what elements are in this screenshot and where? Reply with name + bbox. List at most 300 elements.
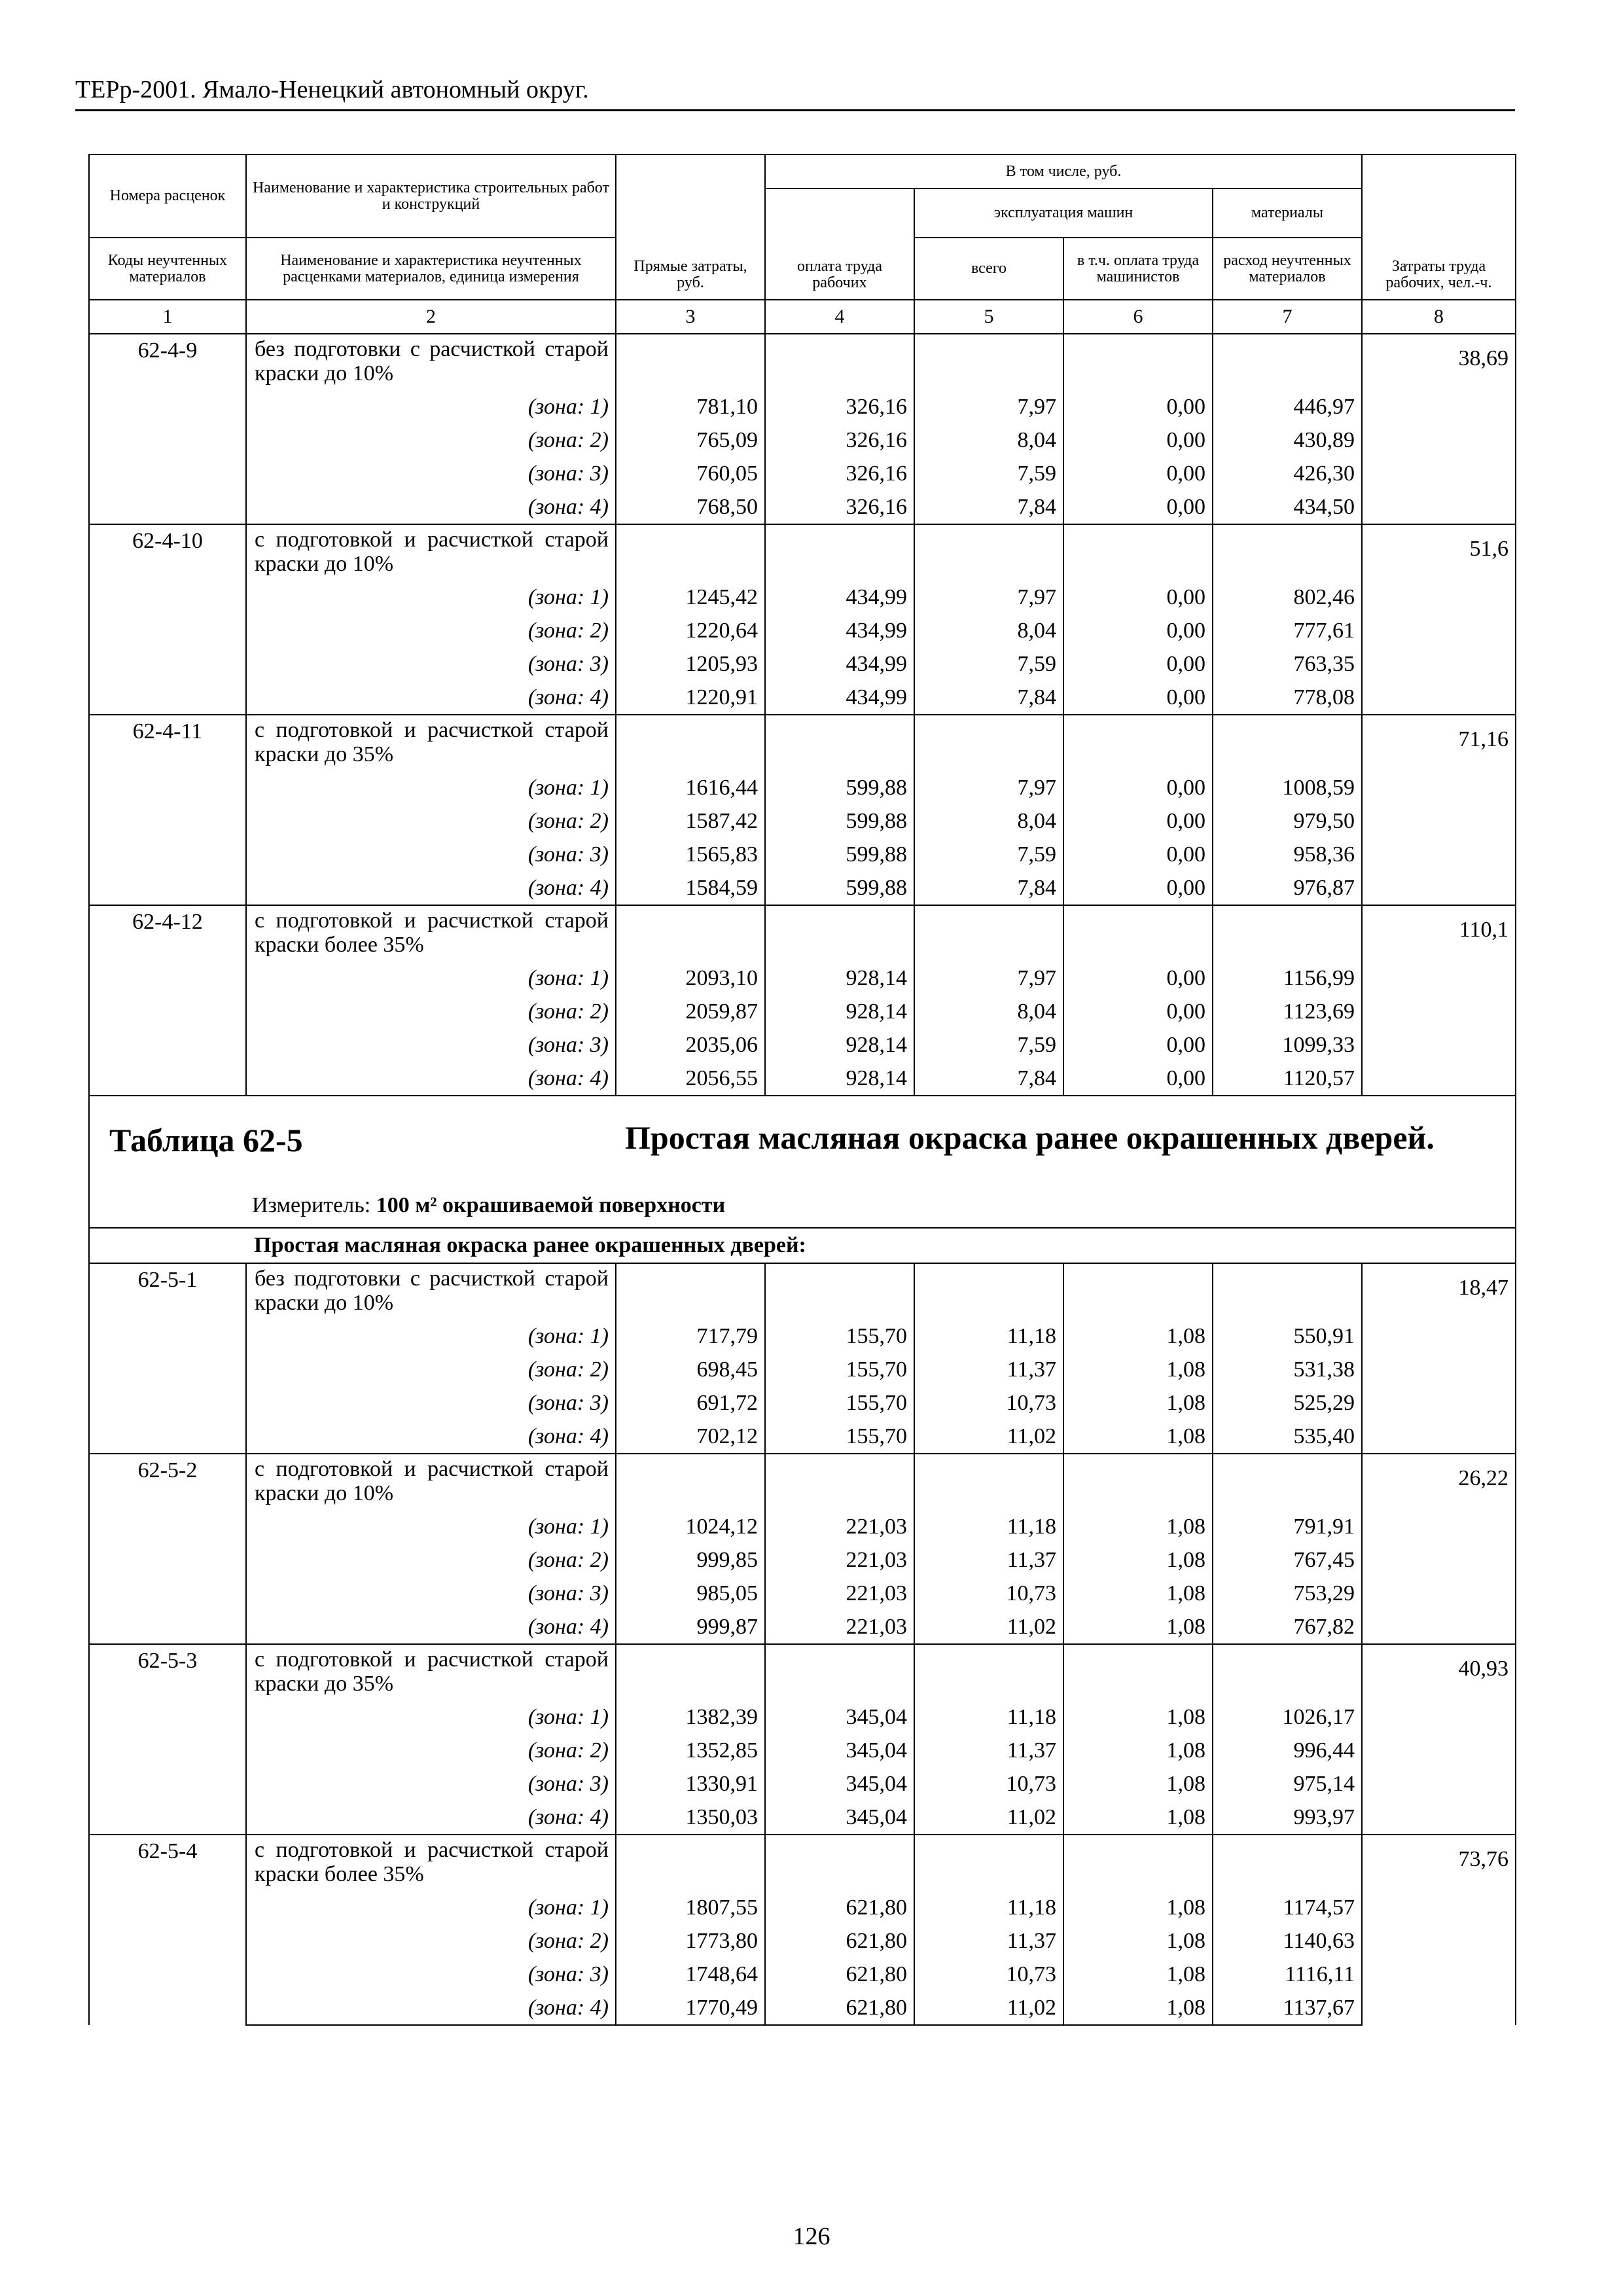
direct-cost: 1587,42: [616, 804, 765, 838]
zone-label: (зона: 4): [246, 1610, 616, 1644]
zone-row: [89, 771, 1516, 804]
col-name-top: Наименование и характеристика строительных работ и конструкций: [246, 154, 616, 238]
direct-cost: 1748,64: [616, 1958, 765, 1991]
machines-total: 10,73: [914, 1386, 1063, 1420]
column-number: 6: [1063, 300, 1213, 334]
materials-cost: 1099,33: [1213, 1028, 1362, 1062]
rate-row: [89, 334, 1516, 390]
zone-label: (зона: 4): [246, 1420, 616, 1454]
machinist-wages: 1,08: [1063, 1958, 1213, 1991]
machinist-wages: 1,08: [1063, 1386, 1213, 1420]
machines-total: 7,84: [914, 871, 1063, 905]
zone-label: (зона: 2): [246, 614, 616, 647]
rate-row: [89, 905, 1516, 961]
table-62-5-rows: [89, 1263, 1516, 2025]
zone-row: [89, 1991, 1516, 2025]
rates-table: [88, 154, 1516, 2026]
col-codes-top: Номера расценок: [89, 154, 246, 238]
empty-cell: [616, 715, 765, 771]
machinist-wages: 1,08: [1063, 1577, 1213, 1610]
rate-row: [89, 524, 1516, 581]
direct-cost: 760,05: [616, 457, 765, 490]
direct-cost: 702,12: [616, 1420, 765, 1454]
direct-cost: 1584,59: [616, 871, 765, 905]
zone-row: [89, 1543, 1516, 1577]
zone-label: (зона: 1): [246, 771, 616, 804]
empty-cell: [765, 1644, 914, 1700]
zone-label: (зона: 2): [246, 423, 616, 457]
empty-cell: [914, 905, 1063, 961]
zone-row: [89, 1734, 1516, 1767]
empty-cell: [1213, 334, 1362, 390]
empty-cell: [914, 1644, 1063, 1700]
zone-label: (зона: 2): [246, 1924, 616, 1958]
zone-label: (зона: 4): [246, 871, 616, 905]
machinist-wages: 1,08: [1063, 1767, 1213, 1801]
worker-wages: 928,14: [765, 995, 914, 1028]
direct-cost: 1616,44: [616, 771, 765, 804]
materials-cost: 976,87: [1213, 871, 1362, 905]
zone-row: [89, 1891, 1516, 1924]
empty-cell: [616, 1263, 765, 1319]
empty-cell: [1063, 1454, 1213, 1510]
rates-table-wrapper: [88, 154, 1515, 2026]
col-codes-bottom: Коды неучтенных материалов: [89, 238, 246, 300]
labor-cost: 18,47: [1362, 1263, 1516, 1454]
materials-cost: 778,08: [1213, 681, 1362, 715]
materials-cost: 434,50: [1213, 490, 1362, 524]
machinist-wages: 1,08: [1063, 1319, 1213, 1353]
empty-cell: [616, 1644, 765, 1700]
zone-label: (зона: 2): [246, 995, 616, 1028]
machinist-wages: 0,00: [1063, 457, 1213, 490]
zone-row: [89, 490, 1516, 524]
machinist-wages: 0,00: [1063, 1062, 1213, 1096]
direct-cost: 1245,42: [616, 581, 765, 614]
machines-total: 7,59: [914, 838, 1063, 871]
rate-description: без подготовки с расчисткой старой краски до 10%: [246, 1263, 616, 1319]
direct-cost: 1565,83: [616, 838, 765, 871]
zone-row: [89, 1353, 1516, 1386]
materials-cost: 958,36: [1213, 838, 1362, 871]
machines-total: 11,18: [914, 1891, 1063, 1924]
col-machines: эксплуатация машин: [914, 188, 1213, 238]
machines-total: 11,37: [914, 1924, 1063, 1958]
zone-row: [89, 1700, 1516, 1734]
empty-cell: [765, 905, 914, 961]
machinist-wages: 1,08: [1063, 1700, 1213, 1734]
worker-wages: 621,80: [765, 1991, 914, 2025]
worker-wages: 599,88: [765, 838, 914, 871]
machinist-wages: 0,00: [1063, 1028, 1213, 1062]
machinist-wages: 0,00: [1063, 804, 1213, 838]
empty-cell: [1063, 334, 1213, 390]
zone-label: (зона: 3): [246, 457, 616, 490]
worker-wages: 326,16: [765, 390, 914, 423]
col-direct: Прямые затраты, руб.: [616, 154, 765, 300]
direct-cost: 717,79: [616, 1319, 765, 1353]
zone-label: (зона: 3): [246, 1386, 616, 1420]
worker-wages: 155,70: [765, 1386, 914, 1420]
machinist-wages: 1,08: [1063, 1420, 1213, 1454]
machinist-wages: 0,00: [1063, 681, 1213, 715]
measure-line: [252, 1193, 725, 1218]
running-header: ТЕРр-2001. Ямало-Ненецкий автономный округ.: [75, 75, 1515, 111]
zone-label: (зона: 1): [246, 1700, 616, 1734]
column-number: 8: [1362, 300, 1516, 334]
machines-total: 7,97: [914, 390, 1063, 423]
direct-cost: 1773,80: [616, 1924, 765, 1958]
materials-cost: 1026,17: [1213, 1700, 1362, 1734]
machines-total: 11,37: [914, 1734, 1063, 1767]
machines-total: 7,59: [914, 647, 1063, 681]
materials-cost: 802,46: [1213, 581, 1362, 614]
rate-row: [89, 1263, 1516, 1319]
zone-row: [89, 1510, 1516, 1543]
materials-cost: 1156,99: [1213, 961, 1362, 995]
zone-label: (зона: 4): [246, 681, 616, 715]
materials-cost: 1174,57: [1213, 1891, 1362, 1924]
col-labor: Затраты труда рабочих, чел.-ч.: [1362, 154, 1516, 300]
table-number: Таблица 62-5: [109, 1122, 303, 1158]
machinist-wages: 0,00: [1063, 871, 1213, 905]
direct-cost: 768,50: [616, 490, 765, 524]
worker-wages: 345,04: [765, 1700, 914, 1734]
rate-code: 62-5-3: [89, 1644, 246, 1835]
empty-cell: [1063, 524, 1213, 581]
labor-cost: 38,69: [1362, 334, 1516, 524]
section-row: [89, 1228, 1516, 1263]
direct-cost: 698,45: [616, 1353, 765, 1386]
section-title: Простая масляная окраска ранее окрашенных дверей:: [246, 1228, 1516, 1263]
direct-cost: 1382,39: [616, 1700, 765, 1734]
zone-row: [89, 1062, 1516, 1096]
materials-cost: 791,91: [1213, 1510, 1362, 1543]
direct-cost: 2056,55: [616, 1062, 765, 1096]
zone-row: [89, 1924, 1516, 1958]
machines-total: 10,73: [914, 1767, 1063, 1801]
empty-cell: [1063, 1835, 1213, 1891]
zone-row: [89, 457, 1516, 490]
rate-code: 62-4-9: [89, 334, 246, 524]
machines-total: 7,84: [914, 490, 1063, 524]
zone-row: [89, 1386, 1516, 1420]
worker-wages: 621,80: [765, 1924, 914, 1958]
zone-label: (зона: 1): [246, 1319, 616, 1353]
worker-wages: 434,99: [765, 647, 914, 681]
machines-total: 11,37: [914, 1353, 1063, 1386]
machinist-wages: 1,08: [1063, 1991, 1213, 2025]
measure-label: Измеритель:: [252, 1193, 371, 1217]
zone-row: [89, 390, 1516, 423]
empty-cell: [1063, 715, 1213, 771]
zone-row: [89, 423, 1516, 457]
table-header: [89, 154, 1516, 334]
zone-label: (зона: 2): [246, 1543, 616, 1577]
empty-cell: [1213, 524, 1362, 581]
rate-code: 62-4-10: [89, 524, 246, 715]
rate-description: с подготовкой и расчисткой старой краски до 10%: [246, 524, 616, 581]
materials-cost: 767,45: [1213, 1543, 1362, 1577]
col-machines-wages: в т.ч. оплата труда машинистов: [1063, 238, 1213, 300]
direct-cost: 2093,10: [616, 961, 765, 995]
machinist-wages: 0,00: [1063, 647, 1213, 681]
section-spacer: [89, 1228, 246, 1263]
zone-row: [89, 995, 1516, 1028]
machinist-wages: 0,00: [1063, 838, 1213, 871]
materials-cost: 996,44: [1213, 1734, 1362, 1767]
materials-cost: 446,97: [1213, 390, 1362, 423]
machines-total: 11,18: [914, 1510, 1063, 1543]
materials-cost: 1008,59: [1213, 771, 1362, 804]
empty-cell: [1213, 1835, 1362, 1891]
machinist-wages: 1,08: [1063, 1891, 1213, 1924]
empty-cell: [616, 1454, 765, 1510]
machines-total: 7,97: [914, 581, 1063, 614]
worker-wages: 599,88: [765, 771, 914, 804]
zone-label: (зона: 4): [246, 1991, 616, 2025]
direct-cost: 765,09: [616, 423, 765, 457]
direct-cost: 999,85: [616, 1543, 765, 1577]
materials-cost: 426,30: [1213, 457, 1362, 490]
direct-cost: 1220,91: [616, 681, 765, 715]
machines-total: 8,04: [914, 995, 1063, 1028]
zone-row: [89, 581, 1516, 614]
zone-label: (зона: 2): [246, 1734, 616, 1767]
empty-cell: [1213, 715, 1362, 771]
rate-code: 62-4-11: [89, 715, 246, 905]
direct-cost: 1024,12: [616, 1510, 765, 1543]
empty-cell: [1063, 905, 1213, 961]
empty-cell: [765, 524, 914, 581]
machinist-wages: 1,08: [1063, 1353, 1213, 1386]
zone-row: [89, 1958, 1516, 1991]
machines-total: 11,02: [914, 1610, 1063, 1644]
column-number: 2: [246, 300, 616, 334]
column-number: 5: [914, 300, 1063, 334]
page-number: 126: [793, 2223, 830, 2250]
materials-cost: 1137,67: [1213, 1991, 1362, 2025]
machines-total: 7,84: [914, 681, 1063, 715]
zone-label: (зона: 3): [246, 838, 616, 871]
empty-cell: [1213, 1454, 1362, 1510]
worker-wages: 326,16: [765, 490, 914, 524]
col-materials: материалы: [1213, 188, 1362, 238]
machines-total: 10,73: [914, 1958, 1063, 1991]
empty-cell: [765, 715, 914, 771]
empty-cell: [765, 334, 914, 390]
rate-code: 62-5-2: [89, 1454, 246, 1644]
col-name-bottom: Наименование и характеристика неучтенных расценками материалов, единица измерения: [246, 238, 616, 300]
zone-row: [89, 1801, 1516, 1835]
empty-cell: [765, 1263, 914, 1319]
direct-cost: 2059,87: [616, 995, 765, 1028]
rate-code: 62-5-4: [89, 1835, 246, 2025]
empty-cell: [616, 524, 765, 581]
machines-total: 11,37: [914, 1543, 1063, 1577]
worker-wages: 928,14: [765, 961, 914, 995]
empty-cell: [914, 715, 1063, 771]
empty-cell: [1063, 1263, 1213, 1319]
zone-row: [89, 961, 1516, 995]
materials-cost: 753,29: [1213, 1577, 1362, 1610]
column-number: 3: [616, 300, 765, 334]
rate-row: [89, 1454, 1516, 1510]
materials-cost: 777,61: [1213, 614, 1362, 647]
materials-cost: 1140,63: [1213, 1924, 1362, 1958]
materials-cost: 1120,57: [1213, 1062, 1362, 1096]
machinist-wages: 1,08: [1063, 1543, 1213, 1577]
worker-wages: 599,88: [765, 871, 914, 905]
machinist-wages: 1,08: [1063, 1801, 1213, 1835]
worker-wages: 621,80: [765, 1891, 914, 1924]
machines-total: 7,97: [914, 771, 1063, 804]
zone-row: [89, 804, 1516, 838]
direct-cost: 1807,55: [616, 1891, 765, 1924]
machines-total: 7,59: [914, 457, 1063, 490]
column-number: 7: [1213, 300, 1362, 334]
rate-description: с подготовкой и расчисткой старой краски до 10%: [246, 1454, 616, 1510]
zone-row: [89, 838, 1516, 871]
machinist-wages: 0,00: [1063, 961, 1213, 995]
table-title-cell: [89, 1096, 1516, 1228]
materials-cost: 525,29: [1213, 1386, 1362, 1420]
machines-total: 11,18: [914, 1700, 1063, 1734]
table-62-5-title-block: [89, 1096, 1516, 1263]
machinist-wages: 0,00: [1063, 581, 1213, 614]
labor-cost: 71,16: [1362, 715, 1516, 905]
worker-wages: 928,14: [765, 1028, 914, 1062]
machinist-wages: 0,00: [1063, 423, 1213, 457]
rate-description: без подготовки с расчисткой старой краски до 10%: [246, 334, 616, 390]
rate-code: 62-4-12: [89, 905, 246, 1096]
labor-cost: 40,93: [1362, 1644, 1516, 1835]
col-machines-total: всего: [914, 238, 1063, 300]
machinist-wages: 1,08: [1063, 1510, 1213, 1543]
empty-cell: [1213, 905, 1362, 961]
machines-total: 8,04: [914, 423, 1063, 457]
materials-cost: 979,50: [1213, 804, 1362, 838]
materials-cost: 531,38: [1213, 1353, 1362, 1386]
labor-cost: 110,1: [1362, 905, 1516, 1096]
machinist-wages: 0,00: [1063, 995, 1213, 1028]
empty-cell: [616, 1835, 765, 1891]
empty-cell: [914, 1263, 1063, 1319]
machines-total: 7,97: [914, 961, 1063, 995]
worker-wages: 326,16: [765, 457, 914, 490]
machines-total: 11,02: [914, 1801, 1063, 1835]
zone-row: [89, 1319, 1516, 1353]
measure-value: 100 м² окрашиваемой поверхности: [376, 1193, 726, 1217]
worker-wages: 345,04: [765, 1767, 914, 1801]
empty-cell: [765, 1454, 914, 1510]
materials-cost: 550,91: [1213, 1319, 1362, 1353]
direct-cost: 1770,49: [616, 1991, 765, 2025]
materials-cost: 535,40: [1213, 1420, 1362, 1454]
zone-row: [89, 871, 1516, 905]
machinist-wages: 0,00: [1063, 390, 1213, 423]
labor-cost: 26,22: [1362, 1454, 1516, 1644]
materials-cost: 1116,11: [1213, 1958, 1362, 1991]
rate-code: 62-5-1: [89, 1263, 246, 1454]
zone-label: (зона: 2): [246, 1353, 616, 1386]
direct-cost: 999,87: [616, 1610, 765, 1644]
materials-cost: 767,82: [1213, 1610, 1362, 1644]
zone-label: (зона: 3): [246, 1028, 616, 1062]
worker-wages: 599,88: [765, 804, 914, 838]
zone-label: (зона: 4): [246, 1801, 616, 1835]
rate-row: [89, 1644, 1516, 1700]
direct-cost: 1220,64: [616, 614, 765, 647]
direct-cost: 2035,06: [616, 1028, 765, 1062]
machinist-wages: 1,08: [1063, 1734, 1213, 1767]
empty-cell: [1213, 1263, 1362, 1319]
machinist-wages: 1,08: [1063, 1610, 1213, 1644]
worker-wages: 434,99: [765, 581, 914, 614]
empty-cell: [616, 905, 765, 961]
zone-row: [89, 614, 1516, 647]
worker-wages: 326,16: [765, 423, 914, 457]
worker-wages: 345,04: [765, 1734, 914, 1767]
materials-cost: 763,35: [1213, 647, 1362, 681]
empty-cell: [1063, 1644, 1213, 1700]
direct-cost: 1352,85: [616, 1734, 765, 1767]
materials-cost: 975,14: [1213, 1767, 1362, 1801]
zone-label: (зона: 1): [246, 581, 616, 614]
materials-cost: 993,97: [1213, 1801, 1362, 1835]
empty-cell: [914, 524, 1063, 581]
worker-wages: 155,70: [765, 1353, 914, 1386]
labor-cost: 73,76: [1362, 1835, 1516, 2025]
materials-cost: 430,89: [1213, 423, 1362, 457]
zone-row: [89, 1610, 1516, 1644]
zone-label: (зона: 1): [246, 1510, 616, 1543]
empty-cell: [914, 334, 1063, 390]
zone-label: (зона: 1): [246, 390, 616, 423]
col-including: В том числе, руб.: [765, 154, 1362, 188]
empty-cell: [616, 334, 765, 390]
zone-label: (зона: 3): [246, 1958, 616, 1991]
rate-row: [89, 715, 1516, 771]
worker-wages: 221,03: [765, 1510, 914, 1543]
worker-wages: 928,14: [765, 1062, 914, 1096]
column-number: 4: [765, 300, 914, 334]
rate-description: с подготовкой и расчисткой старой краски до 35%: [246, 715, 616, 771]
empty-cell: [765, 1835, 914, 1891]
col-materials-unaccounted: расход неучтенных материалов: [1213, 238, 1362, 300]
zone-label: (зона: 4): [246, 1062, 616, 1096]
empty-cell: [914, 1454, 1063, 1510]
rate-description: с подготовкой и расчисткой старой краски до 35%: [246, 1644, 616, 1700]
machinist-wages: 0,00: [1063, 490, 1213, 524]
zone-row: [89, 1420, 1516, 1454]
table-62-4-rows: [89, 334, 1516, 1096]
rate-description: с подготовкой и расчисткой старой краски более 35%: [246, 1835, 616, 1891]
zone-label: (зона: 4): [246, 490, 616, 524]
zone-row: [89, 1577, 1516, 1610]
machines-total: 11,18: [914, 1319, 1063, 1353]
zone-label: (зона: 3): [246, 647, 616, 681]
machines-total: 11,02: [914, 1991, 1063, 2025]
zone-label: (зона: 3): [246, 1767, 616, 1801]
zone-row: [89, 1028, 1516, 1062]
machinist-wages: 1,08: [1063, 1924, 1213, 1958]
machines-total: 10,73: [914, 1577, 1063, 1610]
column-number: 1: [89, 300, 246, 334]
zone-label: (зона: 1): [246, 961, 616, 995]
rate-row: [89, 1835, 1516, 1891]
worker-wages: 345,04: [765, 1801, 914, 1835]
